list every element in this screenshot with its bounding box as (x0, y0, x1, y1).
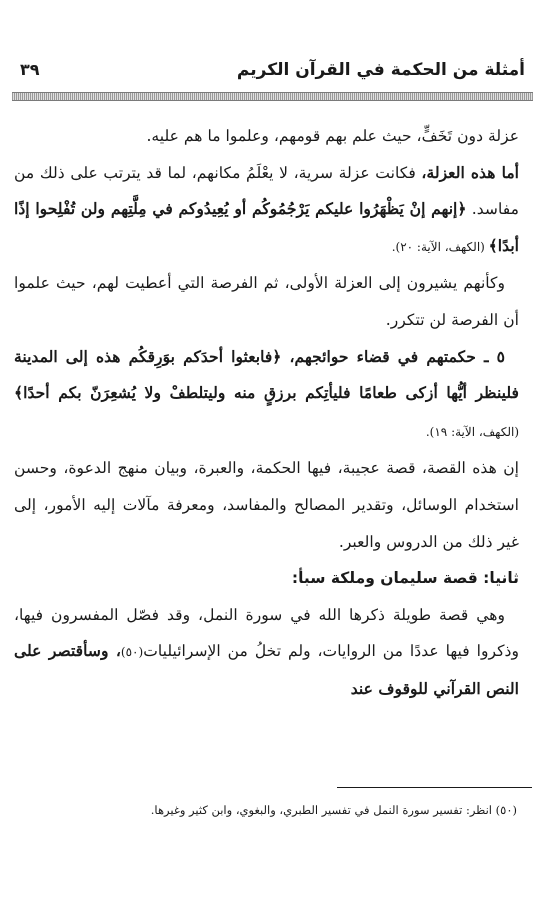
footnote-marker: (٥٠) (120, 645, 144, 660)
paragraph-1 (14, 118, 519, 155)
quran-verse-kahf-19: ﴿فابعثوا أحدَكم بوَرِقكُم هذه إلى المدينة فلينظر أيُّها أزكى طعامًا فليأتِكم برزقٍ منه وليتلطفْ ولا يُشعِرَنّ بكم أحدًا﴾ (14, 346, 519, 403)
paragraph-1-text: عزلة دون تَخَفٍّ، حيث علم بهم قومهم، وعلموا ما هم عليه. (146, 127, 519, 145)
page-number: ٣٩ (20, 60, 40, 79)
footnote-divider (337, 787, 532, 788)
paragraph-3 (14, 265, 519, 338)
header-divider (12, 92, 533, 101)
verse-reference-19: (الكهف، الآية: ١٩). (425, 424, 519, 439)
paragraph-3-text: وكأنهم يشيرون إلى العزلة الأولى، ثم الفرصة التي أعطيت لهم، حيث علموا أن الفرصة لن تتكرر. (14, 274, 519, 329)
paragraph-5-text: إن هذه القصة، قصة عجيبة، فيها الحكمة، والعبرة، وبيان منهج الدعوة، وحسن استخدام الوسائل، وتقدير المصالح والمفاسد، ومعرفة مآلات إليه الأمور، إلى غير ذلك من الدروس والعبر. (14, 459, 519, 551)
main-text (14, 118, 519, 708)
quran-verse-kahf-20: ﴿إنهم إنْ يَظْهَرُوا عليكم يَرْجُمُوكُم أو يُعِيدُوكم في مِلَّتِهم ولن تُفْلِحوا إذًا أبدًا﴾ (14, 199, 519, 255)
footnote: (٥٠) انظر: تفسير سورة النمل في تفسير الطبري، والبغوي، وابن كثير وغيرها. (150, 803, 517, 817)
paragraph-6 (14, 597, 519, 708)
paragraph-2-text: فكانت عزلة سرية، لا يعْلَمُ مكانهم، لما قد يترتب على ذلك من مفاسد. (14, 163, 519, 219)
paragraph-6-text: وهي قصة طويلة ذكرها الله في سورة النمل، وقد فصّل المفسرون فيها، وذكروا فيها عددًا من الروايات، ولم تخلُ من الإسرائيليات (14, 605, 519, 661)
book-title: أمثلة من الحكمة في القرآن الكريم (236, 60, 525, 80)
paragraph-4 (14, 339, 519, 451)
paragraph-6-bold: ، وسأقتصر على النص القرآني للوقوف عند (14, 641, 519, 698)
paragraph-2-lead: أما هذه العزلة، (421, 162, 519, 182)
paragraph-4-lead: ٥ ـ حكمتهم في قضاء حوائجهم، (281, 346, 505, 366)
running-header (12, 58, 525, 90)
paragraph-2 (14, 155, 519, 266)
section-heading: ثانيا: قصة سليمان وملكة سبأ: (291, 569, 519, 588)
verse-reference-20: (الكهف، الآية: ٢٠). (391, 239, 489, 254)
paragraph-5 (14, 450, 519, 560)
